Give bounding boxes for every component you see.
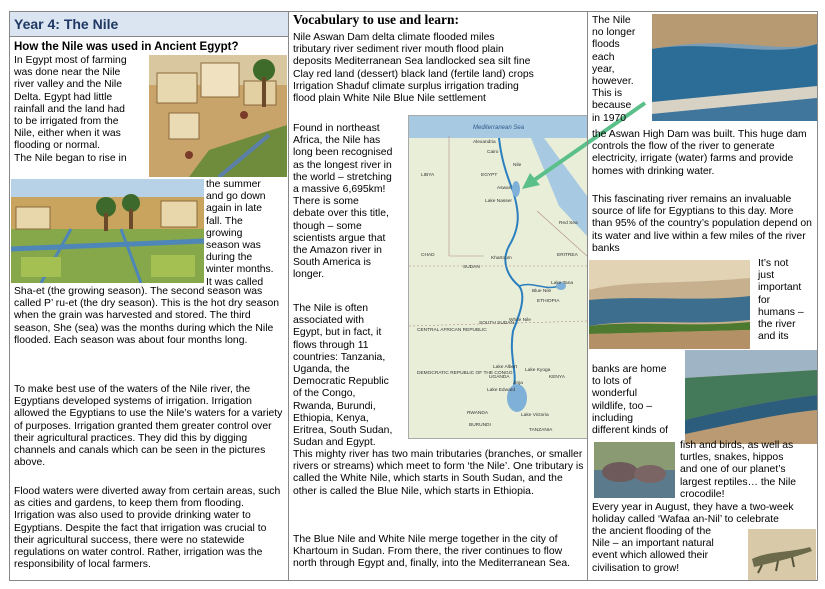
intro-line: rainfall and the land had xyxy=(14,103,125,115)
vocab-line: Clay red land (dessert) black land (fertile land) crops xyxy=(293,68,534,80)
irrigation-paragraph: To make best use of the waters of the Nile river, the Egyptians developed systems of irrigation. Irrigation allowed the Egyptians to use the Nile’s waters for a variety of purposes. Irrigation granted them greater control over their agricultural practices. They did this by digging channels and canals which can be seen in the pictures above. xyxy=(14,384,283,469)
wildlife-line: and one of our planet’s xyxy=(680,464,786,476)
dam-line: however. xyxy=(592,76,634,88)
holiday-paragraph: Every year in August, they have a two-week holiday called ‘Wafaa an-Nil’ to celebrate xyxy=(592,502,794,526)
banks-line: wildlife, too – xyxy=(592,400,653,412)
map-label: Lake Albert xyxy=(493,365,518,370)
ancient-village-image xyxy=(149,55,287,177)
intro-text xyxy=(14,55,149,165)
banks-line: wonderful xyxy=(592,388,638,400)
season-side-text xyxy=(206,179,288,289)
humans-line: just xyxy=(758,270,775,282)
map-label: Lake Edward xyxy=(487,388,515,393)
map-label: ERITREA xyxy=(557,253,578,258)
countries-line: Eritrea, South Sudan, xyxy=(293,425,393,437)
vocab-line: Nile Aswan Dam delta climate flooded miles xyxy=(293,32,495,43)
countries-line: of the Congo, xyxy=(293,388,356,400)
countries-line: countries: Tanzania, xyxy=(293,351,386,363)
intro-line: river valley and the Nile xyxy=(14,79,122,91)
humans-line: the river xyxy=(758,319,796,331)
dam-line: The Nile xyxy=(592,15,631,26)
map-label: SUDAN xyxy=(463,265,480,270)
season-line: growing xyxy=(206,227,243,239)
map-label: Alexandria xyxy=(473,140,496,145)
longest-river-line: the Amazon river in xyxy=(293,245,382,257)
longest-river-line: long been recognised xyxy=(293,147,393,159)
countries-line: Egypt, but in fact, it xyxy=(293,327,382,339)
map-label: Blue Nile xyxy=(532,289,552,294)
countries-line: The Nile is often xyxy=(293,303,369,314)
humans-side-text xyxy=(758,258,816,343)
longest-river-line: Found in northeast xyxy=(293,123,380,134)
vocab-line: deposits Mediterranean Sea landlocked sea silt fine xyxy=(293,56,531,68)
banks-line: banks are home xyxy=(592,364,667,375)
season-line: the summer xyxy=(206,179,261,190)
countries-line: Uganda, the xyxy=(293,364,350,376)
dam-line: each xyxy=(592,51,615,63)
map-label: Jinja xyxy=(513,381,523,386)
dam-side-text xyxy=(592,15,650,125)
resource-paragraph: This fascinating river remains an invaluable source of life for Egyptians to this day. More than 95% of the country’s population depend on its water and live within a few miles of the river banks xyxy=(592,194,812,254)
season-line: winter months. xyxy=(206,264,274,276)
wildlife-line: crocodile! xyxy=(680,488,725,500)
holiday-line: Nile – an important natural xyxy=(592,538,714,550)
map-label: UGANDA xyxy=(489,375,510,380)
map-label-sea: Mediterranean Sea xyxy=(473,125,525,131)
dam-line: because xyxy=(592,100,632,112)
map-label: BURUNDI xyxy=(469,423,491,428)
tributaries-paragraph: This mighty river has two main tributaries (branches, or smaller rivers or streams) which meet to form ‘the Nile’. One tributary is called the White Nile, which starts in South Sudan, and the other is called the Blue Nile, which starts in Ethiopia. xyxy=(293,449,584,497)
dam-line: in 1970 xyxy=(592,112,627,124)
wildlife-line: turtles, snakes, hippos xyxy=(680,452,784,464)
banks-side-text xyxy=(592,364,684,437)
dam-line: no longer xyxy=(592,27,636,39)
wildlife-line: largest reptiles… the Nile xyxy=(680,476,797,488)
vocab-line: tributary river sediment river mouth flood plain xyxy=(293,44,504,56)
vocab-line: flood plain White Nile Blue Nile settlement xyxy=(293,93,486,105)
map-label: LIBYA xyxy=(421,173,435,178)
seasons-paragraph: Sha-et (the growing season). The second season was called P’ ru-et (the dry season). This is the hot dry season when the grain was harvested and stored. The third season, She (sea) was the months during which the Nile flooded. Each season was about four months long. xyxy=(14,286,280,346)
longest-river-line: There is some xyxy=(293,196,359,208)
map-label: EGYPT xyxy=(481,173,498,178)
map-label: Nile xyxy=(513,163,522,168)
map-label: Red Sea xyxy=(559,221,578,226)
season-line: again in late xyxy=(206,203,263,215)
intro-line: The Nile began to rise in xyxy=(14,152,127,164)
map-label: KENYA xyxy=(549,375,565,380)
intro-line: to be irrigated from the xyxy=(14,116,119,128)
map-label: CENTRAL AFRICAN REPUBLIC xyxy=(417,328,487,333)
longest-river-line: longer. xyxy=(293,269,325,281)
intro-line: Nile, either when it was xyxy=(14,128,121,140)
countries-line: Democratic Republic xyxy=(293,376,389,388)
holiday-side-text xyxy=(592,526,742,575)
map-label: RWANDA xyxy=(467,411,489,416)
dam-line: year, xyxy=(592,63,615,75)
hippos-image xyxy=(594,442,675,498)
holiday-line: event which allowed their xyxy=(592,550,709,562)
humans-line: important xyxy=(758,282,802,294)
page-title: Year 4: The Nile xyxy=(14,16,119,32)
holiday-line: the ancient flooding of the xyxy=(592,526,712,537)
dam-line: floods xyxy=(592,39,620,51)
river-aerial-image xyxy=(685,350,817,444)
countries-line: flows through 11 xyxy=(293,339,369,351)
banks-line: to lots of xyxy=(592,376,632,388)
longest-river-line: Africa, the Nile has xyxy=(293,135,381,147)
longest-river-line: a massive 6,695km! xyxy=(293,184,386,196)
intro-line: was done near the Nile xyxy=(14,67,121,79)
banks-line: different kinds of xyxy=(592,425,669,437)
intro-line: Delta. Egypt had little xyxy=(14,91,113,103)
map-label: White Nile xyxy=(509,318,531,323)
map-label: ETHIOPIA xyxy=(537,299,560,304)
longest-river-text xyxy=(293,123,406,282)
map-label: Lake Victoria xyxy=(521,413,549,418)
season-line: It was called xyxy=(206,276,264,288)
map-label: Lake Kyoga xyxy=(525,368,551,373)
dam-line: This is xyxy=(592,88,623,100)
countries-line: Ethiopia, Kenya, xyxy=(293,412,369,424)
longest-river-line: scientists argue that xyxy=(293,232,386,244)
humans-line: humans – xyxy=(758,306,804,318)
countries-line: Rwanda, Burundi, xyxy=(293,400,376,412)
map-label: Lake Nasser xyxy=(485,199,512,204)
season-line: during the xyxy=(206,252,253,264)
title-bar xyxy=(10,12,288,37)
dam-paragraph: the Aswan High Dam was built. This huge dam controls the flow of the river to generate electricity, irrigate (water) farms and provide homes with drinking water. xyxy=(592,129,807,177)
map-label: Lake Tana xyxy=(551,281,574,286)
countries-text xyxy=(293,303,406,449)
merge-paragraph: The Blue Nile and White Nile merge together in the city of Khartoum in Sudan. From there, the river continues to flow north through Egypt and, finally, into the Mediterranean Sea. xyxy=(293,534,571,570)
vocab-heading: Vocabulary to use and learn: xyxy=(293,12,460,27)
wildlife-text xyxy=(680,440,818,501)
humans-line: It’s not xyxy=(758,258,789,269)
map-label: CHAD xyxy=(421,253,435,258)
holiday-line: civilisation to grow! xyxy=(592,562,680,574)
longest-river-line: debate over this title, xyxy=(293,208,389,220)
intro-line: flooding or normal. xyxy=(14,140,101,152)
countries-line: associated with xyxy=(293,315,365,327)
map-label: SOUTH SUDAN xyxy=(479,321,514,326)
map-label: DEMOCRATIC REPUBLIC OF THE CONGO xyxy=(417,371,513,376)
map-label: Cairo xyxy=(487,150,499,155)
season-line: season was xyxy=(206,240,261,252)
longest-river-line: South America is xyxy=(293,257,371,269)
map-label: Khartoum xyxy=(491,256,512,261)
longest-river-line: though – some xyxy=(293,220,362,232)
banks-line: including xyxy=(592,412,634,424)
longest-river-line: the world – stretching xyxy=(293,171,392,183)
season-line: fall. The xyxy=(206,215,243,227)
humans-line: for xyxy=(758,294,771,306)
column-nile-today xyxy=(587,11,818,581)
humans-line: and its xyxy=(758,331,789,343)
section-heading: How the Nile was used in Ancient Egypt? xyxy=(14,41,239,53)
aswan-dam-image xyxy=(652,14,817,121)
countries-line: Sudan and Egypt. xyxy=(293,437,376,449)
season-line: and go down xyxy=(206,191,266,203)
longest-river-line: as the longest river in xyxy=(293,159,392,171)
intro-line: In Egypt most of farming xyxy=(14,55,127,66)
flood-paragraph: Flood waters were diverted away from certain areas, such as cities and gardens, to keep them from flooding. Irrigation was also used to provide drinking water to Egyptians. Despite the fact that irrigation was crucial to their agricultural success, there were no statewide regulations on water control. Rather, irrigation was the responsibility of local farmers. xyxy=(14,486,281,571)
column-ancient-egypt xyxy=(9,11,289,581)
vocab-line: Irrigation Shaduf climate surplus irrigation trading xyxy=(293,80,519,92)
wildlife-line: fish and birds, as well as xyxy=(680,440,794,451)
crocodile-image xyxy=(748,529,816,581)
irrigation-fields-image xyxy=(11,179,204,283)
river-banks-image xyxy=(589,260,750,349)
map-label: TANZANIA xyxy=(529,428,553,433)
map-label: Aswan xyxy=(497,186,512,191)
